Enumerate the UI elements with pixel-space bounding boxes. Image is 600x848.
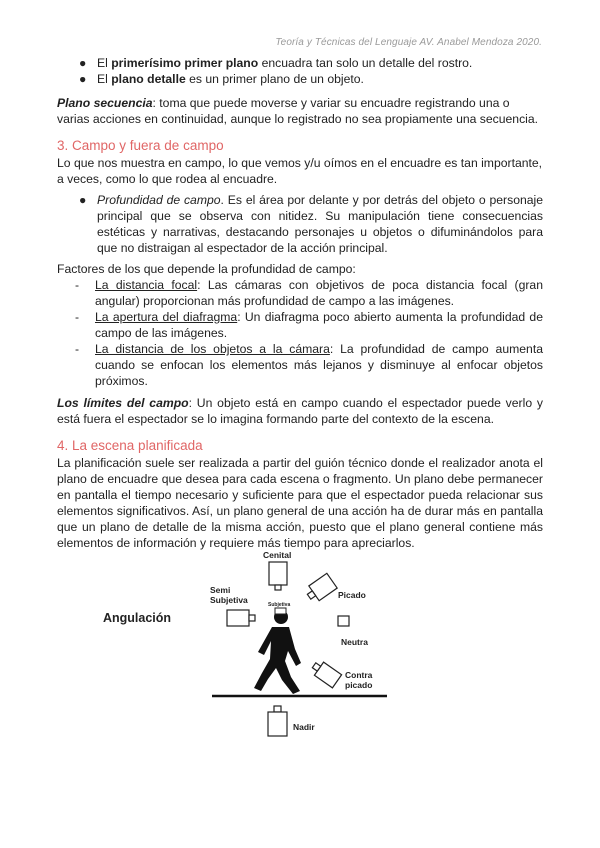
- list-item: - La distancia focal: Las cámaras con objetivos de poca distancia focal (gran angular) proporcionan más profundidad de campo a las imágenes.: [75, 278, 543, 308]
- label-semi-subjetiva: Semi Subjetiva: [210, 585, 248, 605]
- section-3-title: 3. Campo y fuera de campo: [57, 138, 224, 153]
- bullet-icon: ●: [79, 193, 87, 207]
- list-item: - La distancia de los objetos a la cámara: La profundidad de campo aumenta cuando se enfocan los elementos más lejanos y disminuye al enfocar objetos próximos.: [75, 342, 543, 388]
- document-body: [57, 55, 543, 551]
- list-item: ● El primerísimo primer plano encuadra tan solo un detalle del rostro.: [79, 56, 473, 70]
- walking-figure-icon: [254, 610, 301, 694]
- camera-nadir-icon: [268, 706, 287, 736]
- list-item: ● El plano detalle es un primer plano de un objeto.: [79, 72, 364, 86]
- page-header: Teoría y Técnicas del Lenguaje AV. Anabel Mendoza 2020.: [275, 37, 542, 48]
- list-item: - La apertura del diafragma: Un diafragma poco abierto aumenta la profundidad de campo de las imágenes.: [75, 310, 543, 340]
- camera-semi-subjetiva-icon: [227, 610, 255, 626]
- section-4-title: 4. La escena planificada: [57, 438, 203, 453]
- bullet-icon: ●: [79, 56, 87, 70]
- bullet-list-planos: [57, 55, 543, 87]
- camera-contrapicado-icon: [309, 659, 341, 688]
- limites-paragraph: Los límites del campo: Un objeto está en campo cuando el espectador puede verlo y está fuera el espectador se lo imagina formando parte del contexto de la escena.: [57, 396, 543, 426]
- label-cenital: Cenital: [263, 550, 292, 560]
- angulacion-illustration: [0, 545, 600, 745]
- camera-picado-icon: [304, 573, 337, 604]
- factors-intro: Factores de los que depende la profundidad de campo:: [57, 262, 356, 276]
- camera-neutra-icon: [338, 616, 349, 626]
- camera-cenital-icon: [269, 562, 287, 590]
- bullet-list-profundidad: [57, 192, 543, 256]
- label-picado: Picado: [338, 590, 366, 600]
- label-neutra: Neutra: [341, 637, 368, 647]
- bullet-icon: ●: [79, 72, 87, 86]
- angulacion-diagram: [0, 545, 600, 745]
- section-4-paragraph: La planificación suele ser realizada a partir del guión técnico donde el realizador anota el plano de encuadre que desea para cada escena o fragmento. Un plano debe permanecer en pantalla el tiempo necesario y suficiente para que el espectador pueda relacionar sus elementos significativos. Así, un plano general de una acción ha de durar más en pantalla que un plano de detalle de la misma acción, puesto que el plano general contiene más elementos de información y requiere más tiempo para apreciarlos.: [57, 456, 543, 550]
- factors-list: [57, 277, 543, 389]
- camera-subjetiva-icon: [275, 608, 286, 614]
- label-contra-picado: Contra picado: [345, 670, 373, 690]
- label-nadir: Nadir: [293, 722, 315, 732]
- diagram-title: Angulación: [103, 611, 172, 625]
- label-subjetiva: Subjetiva: [268, 602, 291, 608]
- list-item: ● Profundidad de campo. Es el área por delante y por detrás del objeto o personaje principal que se observa con nitidez. Su manipulación tiene consecuencias estéticas y narrativas, destacando personajes u objetos o difuminándolos para que no distraigan al espectador de la acción principal.: [79, 193, 544, 255]
- plano-secuencia-paragraph: Plano secuencia: toma que puede moverse y variar su encuadre registrando una o varias acciones en continuidad, aunque lo registrado no sea propiamente una secuencia.: [57, 96, 539, 126]
- section-3-intro: Lo que nos muestra en campo, lo que vemos y/u oímos en el encuadre es tan importante, a veces, como lo que rodea al encuadre.: [57, 156, 543, 186]
